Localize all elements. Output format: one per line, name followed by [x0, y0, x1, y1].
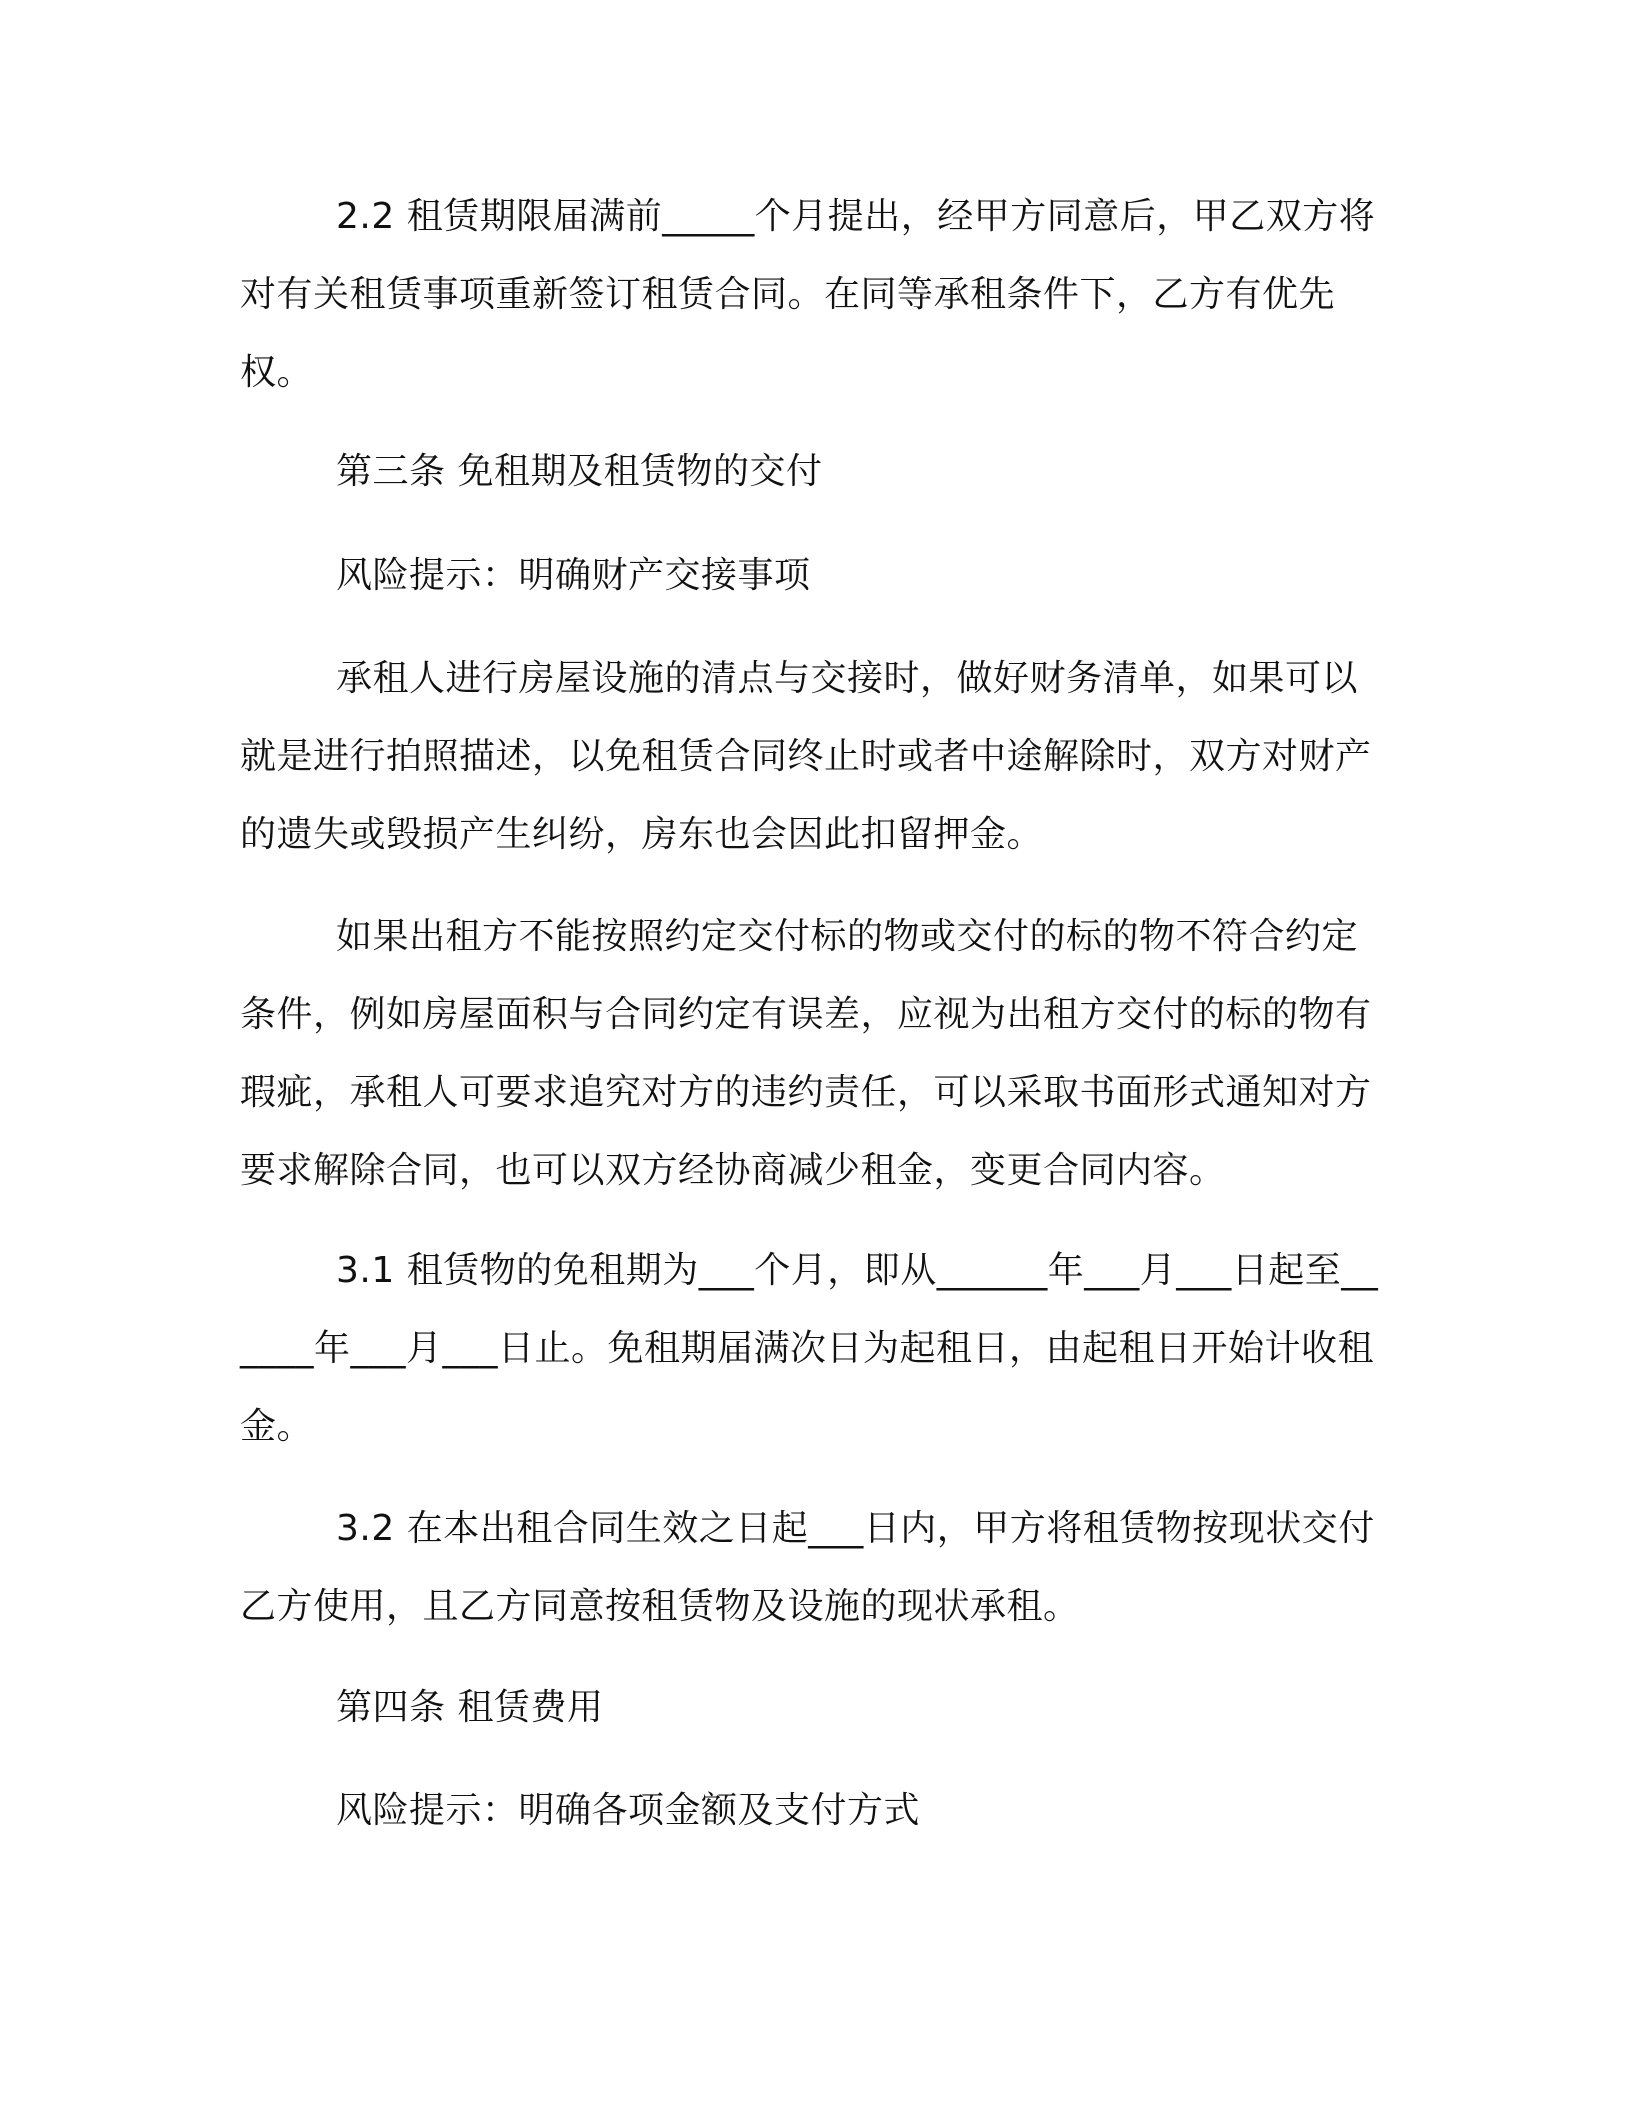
article-4-heading: 第四条 租赁费用 [336, 1687, 604, 1728]
article-3-risk-note: 风险提示：明确财产交接事项 [336, 555, 811, 596]
clause-2-2-paragraph: 2.2 租赁期限届满前_____个月提出，经甲方同意后，甲乙双方将对有关租赁事项重新签订租赁合同。在同等承租条件下，乙方有优先权。 [240, 196, 1376, 393]
defect-paragraph: 如果出租方不能按照约定交付标的物或交付的标的物不符合约定条件，例如房屋面积与合同约定有误差，应视为出租方交付的标的物有瑕疵，承租人可要求追究对方的违约责任，可以采取书面形式通知对方要求解除合同，也可以双方经协商减少租金，变更合同内容。 [240, 916, 1372, 1191]
handover-paragraph: 承租人进行房屋设施的清点与交接时，做好财务清单，如果可以就是进行拍照描述，以免租赁合同终止时或者中途解除时，双方对财产的遗失或毁损产生纠纷，房东也会因此扣留押金。 [240, 658, 1372, 855]
article-3-heading: 第三条 免租期及租赁物的交付 [336, 451, 823, 492]
clause-3-1-paragraph: 3.1 租赁物的免租期为___个月，即从______年___月___日起至______年___月___日止。免租期届满次日为起租日，由起租日开始计收租金。 [240, 1250, 1379, 1447]
article-4-risk-note: 风险提示：明确各项金额及支付方式 [336, 1790, 921, 1831]
clause-3-2-paragraph: 3.2 在本出租合同生效之日起___日内，甲方将租赁物按现状交付乙方使用，且乙方同意按租赁物及设施的现状承租。 [240, 1508, 1375, 1627]
